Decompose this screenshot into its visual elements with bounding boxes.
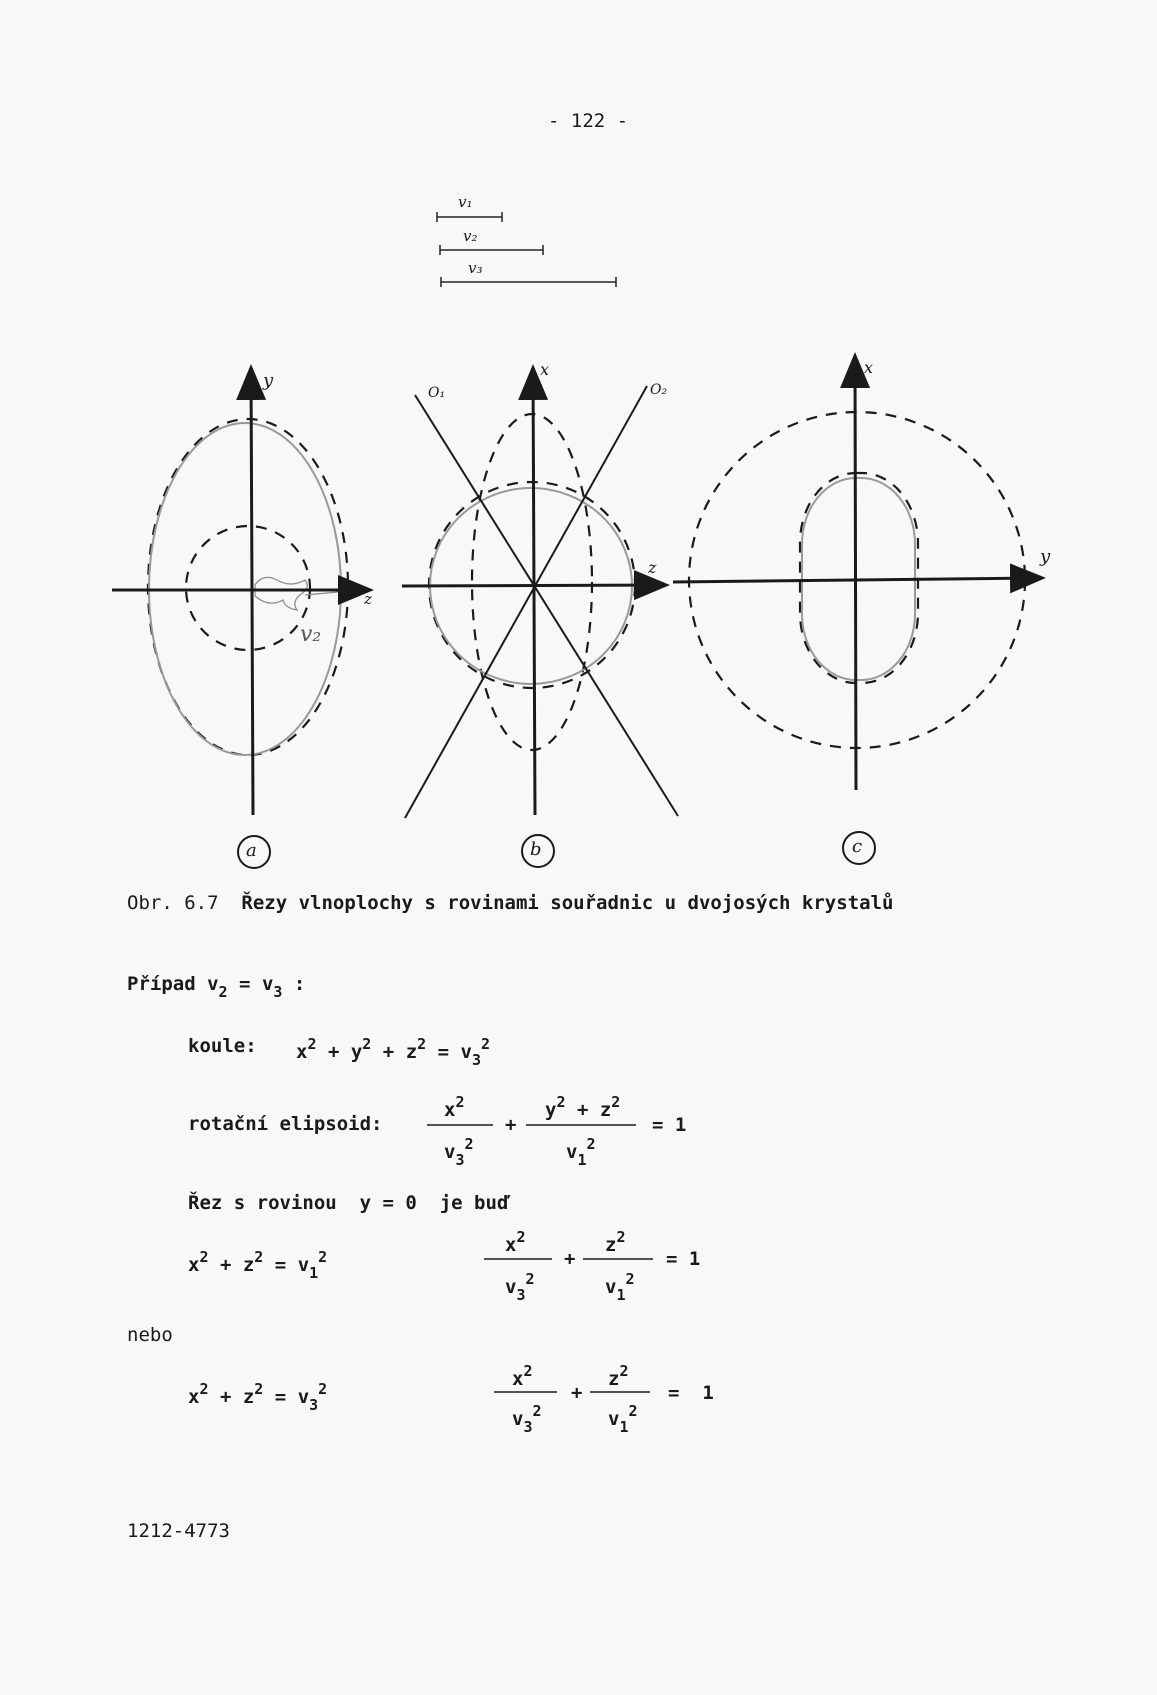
section1-frac1-num: $x^2$ — [505, 1228, 526, 1256]
diagram-a-z-label: z — [364, 590, 372, 608]
section1-frac2-num: $z^2$ — [605, 1228, 626, 1256]
figure-caption — [127, 892, 893, 914]
caption-prefix: Obr. 6.7 — [127, 892, 219, 914]
diagram-b-z-label: z — [648, 558, 657, 577]
diagram-a-inner-circle — [186, 526, 310, 650]
section2-rhs: = 1 — [668, 1382, 714, 1404]
sphere-label: koule: — [188, 1035, 257, 1057]
diagram-a — [112, 370, 368, 868]
ellipsoid-frac2-den: $v_1^2$ — [566, 1135, 596, 1169]
section1-frac1-den: $v_3^2$ — [505, 1270, 535, 1304]
nebo: nebo — [127, 1324, 173, 1346]
section2-frac1-num: $x^2$ — [512, 1362, 533, 1390]
diagram-a-scribble — [255, 577, 307, 610]
ellipsoid-plus: + — [505, 1114, 517, 1136]
velocity-legend — [437, 212, 616, 287]
section1-frac2-den: $v_1^2$ — [605, 1270, 635, 1304]
circle-eq-v3: $x^2 + z^2 = v_3^2$ — [188, 1380, 328, 1414]
section2-frac1-den: $v_3^2$ — [512, 1402, 542, 1436]
legend-v1: v₁ — [458, 193, 473, 211]
section2-frac2-num: $z^2$ — [608, 1362, 629, 1390]
ellipsoid-frac1-den: $v_3^2$ — [444, 1135, 474, 1169]
caption-text: Řezy vlnoplochy s rovinami souřadnic u dvojosých krystalů — [241, 892, 894, 914]
diagram-b-o2-label: O₂ — [650, 382, 668, 398]
circle-eq-v1: $x^2 + z^2 = v_1^2$ — [188, 1248, 328, 1282]
diagram-a-annotation: v₂ — [300, 622, 322, 647]
legend-v3: v₃ — [468, 259, 483, 277]
legend-v2: v₂ — [463, 227, 478, 245]
diagram-c-inner-oval — [800, 473, 918, 683]
case-heading: Případ $v_2 = v_3$ : — [127, 973, 306, 1001]
diagram-b-x-axis — [533, 370, 535, 815]
diagram-c — [673, 358, 1040, 864]
section-line: Řez s rovinou y = 0 je buď — [188, 1192, 509, 1214]
section2-frac2-den: $v_1^2$ — [608, 1402, 638, 1436]
ellipsoid-frac1-num: $x^2$ — [444, 1093, 465, 1121]
ellipsoid-rhs: = 1 — [652, 1114, 687, 1136]
diagram-c-label: c — [852, 836, 863, 857]
diagram-c-x-label: x — [864, 358, 874, 377]
diagram-b-x-label: x — [540, 360, 550, 379]
diagram-a-label: a — [246, 840, 257, 861]
diagram-a-y-label: y — [263, 370, 274, 391]
diagram-b — [402, 370, 678, 867]
diagram-b-label: b — [530, 839, 542, 860]
diagram-b-o1-label: O₁ — [428, 385, 446, 401]
page-number: - 122 - — [548, 110, 629, 132]
diagram-c-x-axis — [855, 358, 856, 790]
sphere-equation: $x^2 + y^2 + z^2 = v_3^2$ — [296, 1035, 491, 1069]
ellipsoid-frac2-num: $y^2 + z^2$ — [545, 1093, 621, 1121]
section1-rhs: = 1 — [666, 1248, 701, 1270]
section1-plus: + — [564, 1248, 576, 1270]
diagram-b-optic-axis-2 — [405, 386, 647, 818]
section2-plus: + — [571, 1382, 583, 1404]
diagram-a-y-axis — [251, 370, 253, 815]
ellipsoid-label: rotační elipsoid: — [188, 1113, 383, 1135]
footer-code: 1212-4773 — [127, 1520, 230, 1542]
diagram-b-optic-axis-1 — [415, 395, 678, 816]
diagram-c-y-label: y — [1040, 546, 1051, 567]
